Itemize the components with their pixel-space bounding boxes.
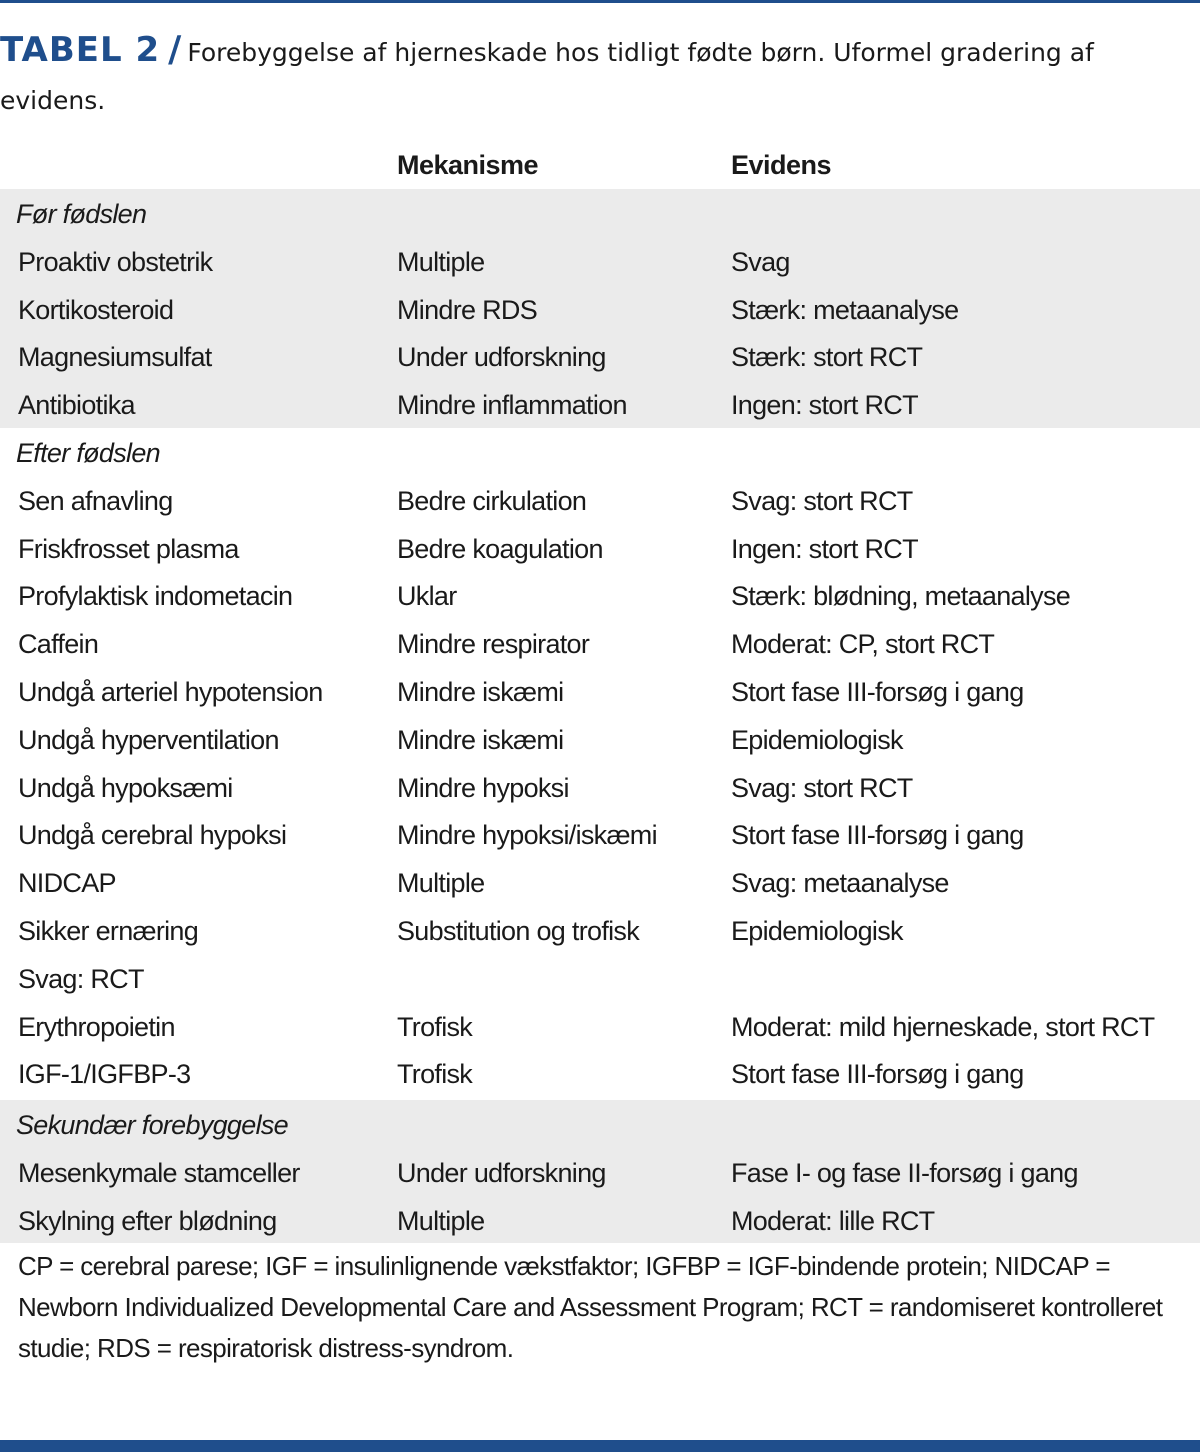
mechanism-cell: Bedre koagulation bbox=[397, 533, 603, 564]
mechanism-cell: Trofisk bbox=[397, 1011, 473, 1042]
evidence-cell: Fase I- og fase II-forsøg i gang bbox=[731, 1157, 1078, 1188]
intervention-cell: Caffein bbox=[18, 629, 99, 660]
intervention-cell: Undgå cerebral hypoksi bbox=[18, 820, 287, 851]
table-row bbox=[0, 906, 1200, 954]
evidence-cell: Svag: stort RCT bbox=[731, 485, 913, 516]
evidence-cell: Stærk: stort RCT bbox=[731, 342, 923, 373]
intervention-cell: Sikker ernæring bbox=[18, 915, 199, 946]
table-title bbox=[0, 28, 1190, 127]
mechanism-cell: Multiple bbox=[397, 1205, 485, 1236]
intervention-cell: Mesenkymale stamceller bbox=[18, 1157, 300, 1188]
intervention-cell: Magnesiumsulfat bbox=[18, 342, 212, 373]
table-row bbox=[0, 380, 1200, 428]
section-heading-row bbox=[0, 1100, 1200, 1148]
mechanism-cell: Substitution og trofisk bbox=[397, 915, 640, 946]
mechanism-cell: Mindre iskæmi bbox=[397, 676, 564, 707]
table-row bbox=[0, 619, 1200, 667]
section-heading-row bbox=[0, 428, 1200, 476]
column-header-evidence: Evidens bbox=[731, 150, 832, 180]
title-separator: / bbox=[168, 29, 182, 70]
evidence-cell: Stort fase III-forsøg i gang bbox=[731, 820, 1024, 851]
intervention-cell: Proaktiv obstetrik bbox=[18, 246, 213, 277]
evidence-cell: Moderat: lille RCT bbox=[731, 1205, 935, 1236]
mechanism-cell: Mindre RDS bbox=[397, 294, 538, 325]
intervention-cell: Friskfrosset plasma bbox=[18, 533, 239, 564]
mechanism-cell: Multiple bbox=[397, 868, 485, 899]
mechanism-cell: Mindre inflammation bbox=[397, 390, 627, 421]
intervention-cell: Undgå hyperventilation bbox=[18, 724, 279, 755]
column-headers bbox=[0, 142, 1200, 188]
intervention-cell: Undgå hypoksæmi bbox=[18, 772, 233, 803]
column-header-mechanism: Mekanisme bbox=[397, 150, 539, 180]
table-row bbox=[0, 763, 1200, 811]
top-rule bbox=[0, 0, 1200, 3]
section-heading: Før fødslen bbox=[16, 199, 147, 229]
table-row bbox=[0, 332, 1200, 380]
mechanism-cell: Bedre cirkulation bbox=[397, 485, 587, 516]
table-row bbox=[0, 571, 1200, 619]
evidence-cell: Epidemiologisk bbox=[731, 915, 903, 946]
table-row bbox=[0, 1148, 1200, 1196]
table-row bbox=[0, 524, 1200, 572]
intervention-cell: Undgå arteriel hypotension bbox=[18, 676, 323, 707]
mechanism-cell: Under udforskning bbox=[397, 342, 606, 373]
evidence-cell: Ingen: stort RCT bbox=[731, 390, 918, 421]
table-row bbox=[0, 667, 1200, 715]
section-secondary-prevention bbox=[0, 1100, 1200, 1243]
table-footnote: CP = cerebral parese; IGF = insulinlignende vækstfaktor; IGFBP = IGF-bindende protein; NIDCAP = Newborn Individualized Developmental Care and Assessment Program; RCT = randomiseret kontrolleret studie; RDS = respiratorisk distress-syndrom. bbox=[18, 1251, 1163, 1363]
section-after-birth bbox=[0, 428, 1200, 1097]
table-row bbox=[0, 1049, 1200, 1097]
bottom-rule bbox=[0, 1440, 1200, 1452]
evidence-cell: Moderat: CP, stort RCT bbox=[731, 629, 995, 660]
intervention-cell: Skylning efter blødning bbox=[18, 1205, 277, 1236]
evidence-cell: Stort fase III-forsøg i gang bbox=[731, 676, 1024, 707]
table-row bbox=[0, 858, 1200, 906]
table-row bbox=[0, 1002, 1200, 1050]
mechanism-cell: Under udforskning bbox=[397, 1157, 606, 1188]
table-row bbox=[0, 237, 1200, 285]
section-heading-row bbox=[0, 189, 1200, 237]
table-row bbox=[0, 476, 1200, 524]
mechanism-cell: Multiple bbox=[397, 246, 485, 277]
table-caption: Forebyggelse af hjerneskade hos tidligt fødte børn. Uformel gradering af evidens. bbox=[0, 38, 1094, 115]
section-heading: Sekundær forebyggelse bbox=[16, 1110, 288, 1140]
table-row bbox=[0, 810, 1200, 858]
evidence-cell: Stort fase III-forsøg i gang bbox=[731, 1059, 1024, 1090]
mechanism-cell: Trofisk bbox=[397, 1059, 473, 1090]
mechanism-cell: Uklar bbox=[397, 581, 457, 612]
mechanism-cell: Mindre hypoksi bbox=[397, 772, 569, 803]
table-label: TABEL 2 bbox=[0, 30, 161, 70]
section-before-birth bbox=[0, 189, 1200, 428]
intervention-cell: Antibiotika bbox=[18, 390, 135, 421]
table-row bbox=[0, 285, 1200, 333]
evidence-cell: Svag: stort RCT bbox=[731, 772, 913, 803]
intervention-cell: IGF-1/IGFBP-3 bbox=[18, 1059, 191, 1090]
mechanism-cell: Mindre hypoksi/iskæmi bbox=[397, 820, 657, 851]
table-row bbox=[0, 1196, 1200, 1244]
evidence-cell: Epidemiologisk bbox=[731, 724, 903, 755]
mechanism-cell: Mindre iskæmi bbox=[397, 724, 564, 755]
mechanism-cell: Mindre respirator bbox=[397, 629, 590, 660]
intervention-cell: NIDCAP bbox=[18, 868, 116, 899]
evidence-cell: Stærk: metaanalyse bbox=[731, 294, 959, 325]
evidence-cell: Stærk: blødning, metaanalyse bbox=[731, 581, 1071, 612]
evidence-cell: Moderat: mild hjerneskade, stort RCT bbox=[731, 1011, 1155, 1042]
intervention-cell: Profylaktisk indometacin bbox=[18, 581, 293, 612]
section-heading: Efter fødslen bbox=[16, 438, 160, 468]
table-row bbox=[0, 715, 1200, 763]
intervention-cell: Kortikosteroid bbox=[18, 294, 174, 325]
evidence-cell: Svag: metaanalyse bbox=[731, 868, 949, 899]
evidence-cell: Ingen: stort RCT bbox=[731, 533, 918, 564]
table-row bbox=[0, 954, 1200, 1002]
intervention-cell: Erythropoietin bbox=[18, 1011, 175, 1042]
evidence-cell: Svag bbox=[731, 246, 790, 277]
intervention-cell: Svag: RCT bbox=[18, 963, 144, 994]
intervention-cell: Sen afnavling bbox=[18, 485, 173, 516]
